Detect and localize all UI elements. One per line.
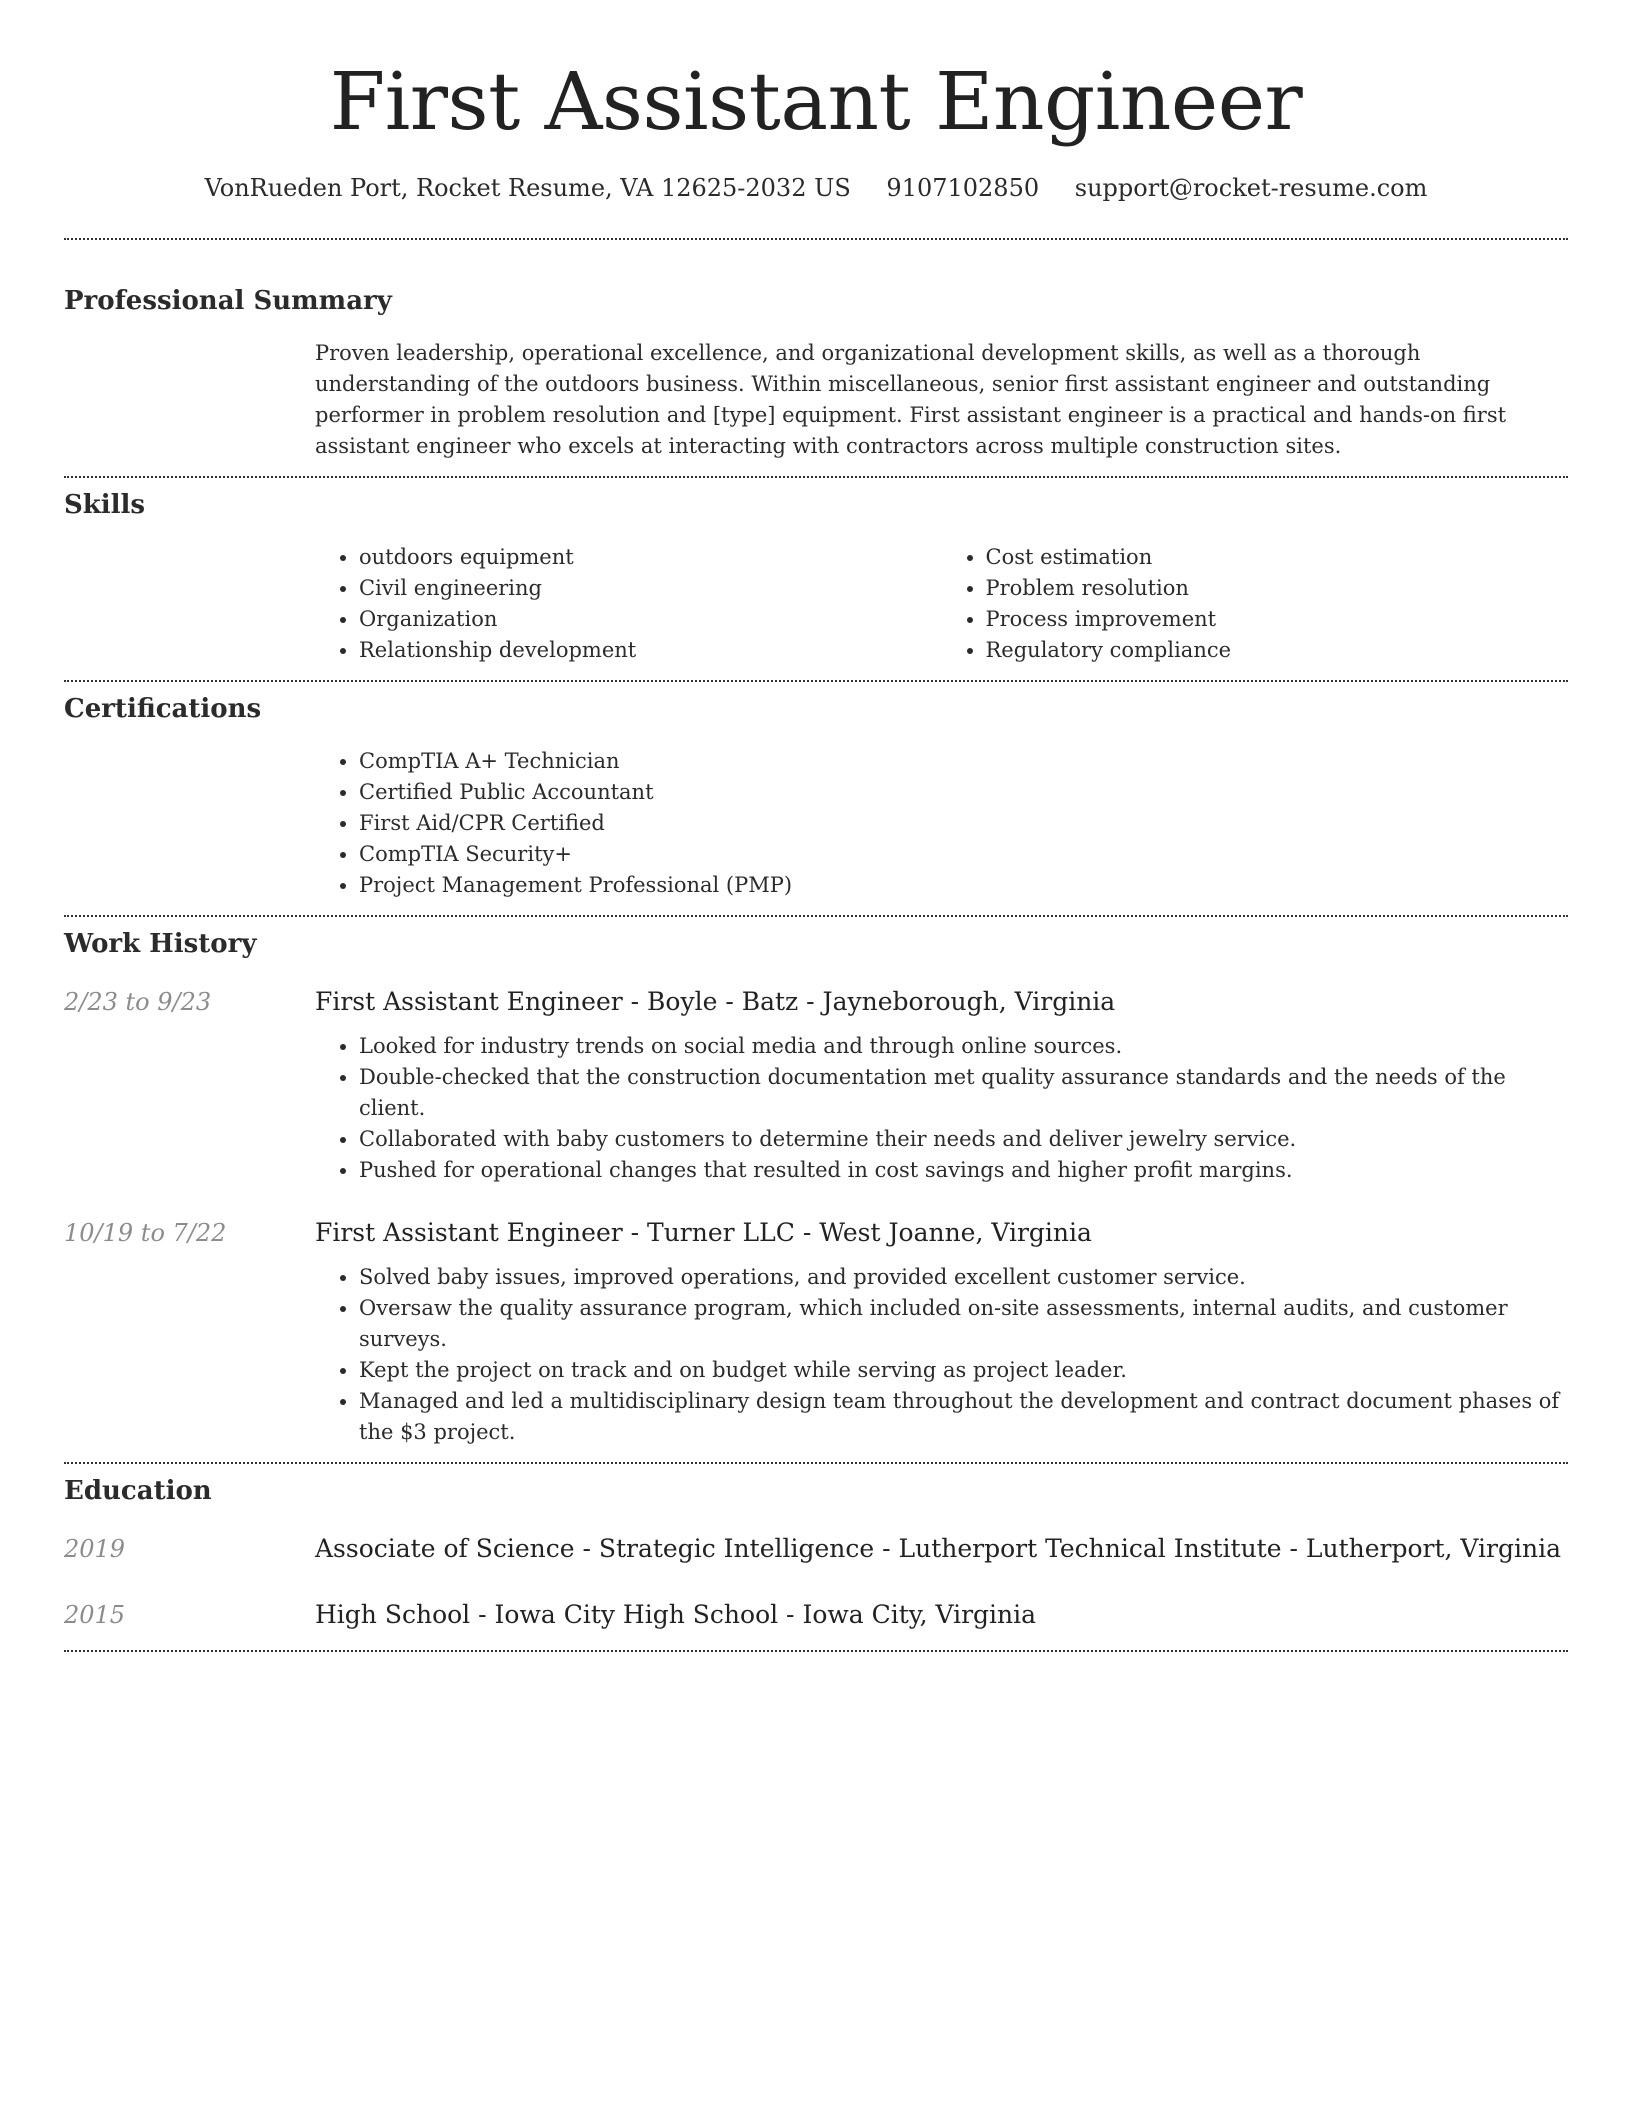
skills-list-left <box>315 542 942 666</box>
education-details: Associate of Science - Strategic Intelligence - Lutherport Technical Institute - Lutherport, Virginia <box>315 1534 1561 1563</box>
job-bullets <box>315 1262 1568 1448</box>
list-item: • Problem resolution <box>986 573 1569 604</box>
list-item: • Relationship development <box>359 635 942 666</box>
job-dates: 10/19 to 7/22 <box>64 1219 227 1247</box>
list-item: • Project Management Professional (PMP) <box>359 870 1568 901</box>
education-entry <box>64 1598 1568 1632</box>
list-item: • outdoors equipment <box>359 542 942 573</box>
list-item: • Civil engineering <box>359 573 942 604</box>
list-item: • Pushed for operational changes that resulted in cost savings and higher profit margins. <box>359 1155 1568 1186</box>
skills-section <box>64 488 1568 666</box>
divider <box>64 238 1568 240</box>
education-year: 2019 <box>64 1535 126 1563</box>
divider <box>64 1462 1568 1464</box>
list-item: • CompTIA Security+ <box>359 839 1568 870</box>
summary-section <box>64 284 1568 462</box>
section-title-education: Education <box>64 1476 212 1506</box>
job-heading: First Assistant Engineer - Boyle - Batz - Jayneborough, Virginia <box>315 987 1116 1016</box>
list-item: • First Aid/CPR Certified <box>359 808 1568 839</box>
list-item: • Certified Public Accountant <box>359 777 1568 808</box>
divider <box>64 476 1568 478</box>
list-item: • Looked for industry trends on social media and through online sources. <box>359 1031 1568 1062</box>
candidate-name: First Assistant Engineer <box>329 55 1303 148</box>
section-title-certifications: Certifications <box>64 694 262 724</box>
divider <box>64 1650 1568 1652</box>
list-item: • Regulatory compliance <box>986 635 1569 666</box>
job-dates: 2/23 to 9/23 <box>64 988 212 1016</box>
certifications-list <box>315 746 1568 901</box>
list-item: • CompTIA A+ Technician <box>359 746 1568 777</box>
education-section <box>64 1474 1568 1632</box>
contact-email: support@rocket-resume.com <box>1074 174 1428 202</box>
divider <box>64 680 1568 682</box>
divider <box>64 915 1568 917</box>
summary-text: Proven leadership, operational excellence, and organizational development skills, as well as a thorough understanding of the outdoors business. Within miscellaneous, senior first assistant engineer and outstanding performer in problem resolution and [type] equipment. First assistant engineer is a practical and hands-on first assistant engineer who excels at interacting with contractors across multiple construction sites. <box>315 341 1507 458</box>
list-item: • Cost estimation <box>986 542 1569 573</box>
list-item: • Double-checked that the construction documentation met quality assurance standards and the needs of the client. <box>359 1062 1568 1124</box>
list-item: • Solved baby issues, improved operations, and provided excellent customer service. <box>359 1262 1568 1293</box>
job-entry <box>64 985 1568 1186</box>
certifications-section <box>64 692 1568 901</box>
contact-line <box>64 172 1568 204</box>
education-entry <box>64 1532 1568 1566</box>
list-item: • Oversaw the quality assurance program, which included on-site assessments, internal audits, and customer surveys. <box>359 1293 1568 1355</box>
list-item: • Process improvement <box>986 604 1569 635</box>
education-details: High School - Iowa City High School - Iowa City, Virginia <box>315 1600 1037 1629</box>
job-heading: First Assistant Engineer - Turner LLC - West Joanne, Virginia <box>315 1218 1092 1247</box>
list-item: • Organization <box>359 604 942 635</box>
section-title-skills: Skills <box>64 490 146 520</box>
contact-phone: 9107102850 <box>886 174 1040 202</box>
list-item: • Managed and led a multidisciplinary design team throughout the development and contract document phases of the $3 project. <box>359 1386 1568 1448</box>
section-title-work: Work History <box>64 929 257 959</box>
list-item: • Collaborated with baby customers to determine their needs and deliver jewelry service. <box>359 1124 1568 1155</box>
job-bullets <box>315 1031 1568 1186</box>
job-entry <box>64 1216 1568 1448</box>
list-item: • Kept the project on track and on budget while serving as project leader. <box>359 1355 1568 1386</box>
section-title-summary: Professional Summary <box>64 286 392 316</box>
contact-address: VonRueden Port, Rocket Resume, VA 12625-2032 US <box>204 174 851 202</box>
education-year: 2015 <box>64 1601 126 1629</box>
skills-list-right <box>942 542 1569 666</box>
work-section <box>64 927 1568 1448</box>
